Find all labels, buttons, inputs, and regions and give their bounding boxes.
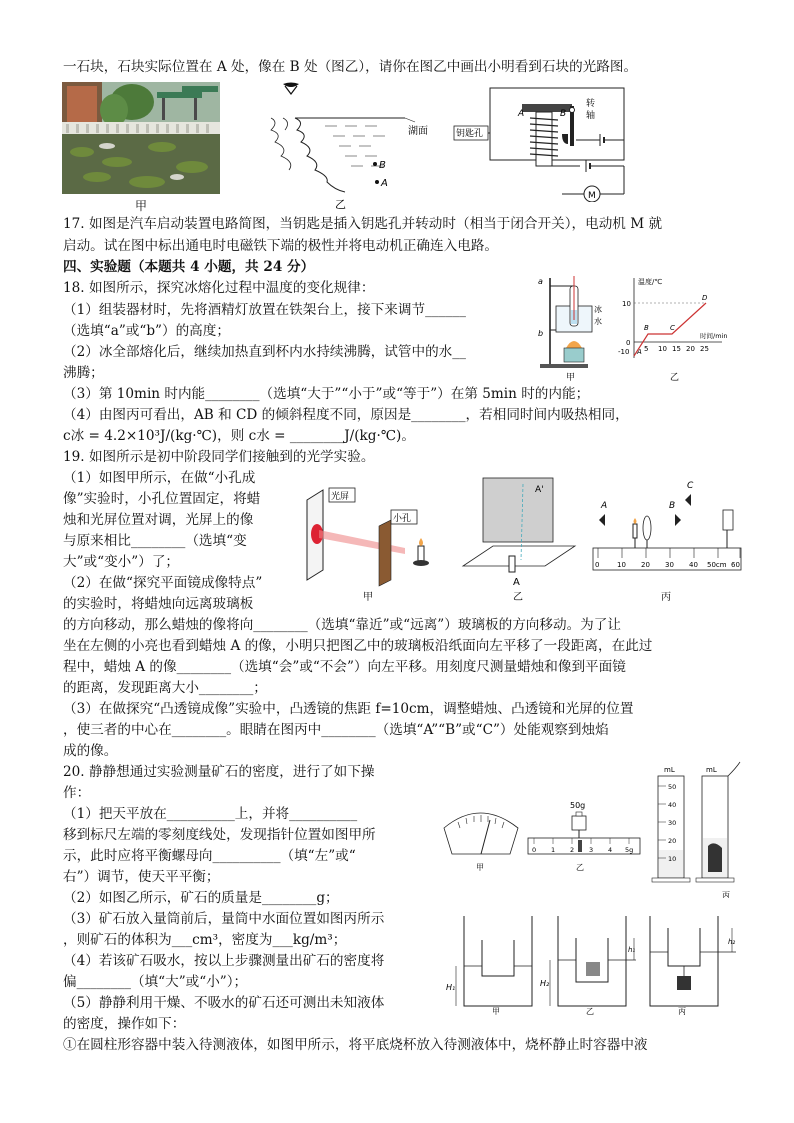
cylinder-tick-20: 20	[668, 837, 677, 845]
text-line-19: （2）在做“探究平面镜成像特点”	[63, 575, 263, 591]
ice-y-tick-neg10: -10	[618, 348, 630, 356]
optics-caption-1: 甲	[363, 592, 373, 603]
circuit-diagram	[450, 84, 650, 202]
text-line-9: 沸腾；	[63, 365, 104, 381]
cylinder-tick-50: 50	[668, 783, 677, 791]
pinhole-label: 小孔	[393, 514, 412, 524]
text-line-11: （4）由图丙可看出，AB 和 CD 的倾斜程度不同，原因是________，若相同时间内吸热相同，	[63, 407, 629, 423]
ice-point-c: C	[670, 324, 675, 332]
water-label: 水	[594, 317, 602, 326]
point-a-label: A	[381, 178, 388, 189]
ice-x-tick-20: 20	[686, 345, 695, 353]
text-line-22: 坐在左侧的小亮也看到蜡烛 A 的像，小明只把图乙中的玻璃板沿纸面向左平移了一段距离，在此过	[63, 638, 653, 654]
ice-y-tick-10: 10	[622, 300, 631, 308]
beakers-caption-2: 乙	[586, 1007, 594, 1016]
balance-figure	[436, 758, 742, 898]
rider-tick-3: 3	[589, 846, 594, 854]
weight-label: 50g	[570, 801, 586, 810]
text-line-41: ①在圆柱形容器中装入待测液体，如图甲所示，将平底烧杯放入待测液体中，烧杯静止时容器中液	[63, 1037, 648, 1053]
ice-caption-left: 甲	[566, 373, 576, 383]
text-line-13: 19. 如图所示是初中阶段同学们接触到的光学实验。	[63, 449, 375, 465]
rider-tick-5: 5g	[625, 846, 634, 854]
balance-caption-1: 甲	[476, 863, 484, 872]
screen-label: 光屏	[331, 492, 350, 502]
height-H1-label: H₁	[446, 983, 456, 992]
ice-y-axis-label: 温度/℃	[638, 278, 663, 286]
cylinder-tick-10: 10	[668, 855, 677, 863]
optics-figure	[295, 470, 745, 605]
keyhole-label: 钥匙孔	[456, 129, 484, 139]
ice-x-tick-10: 10	[658, 345, 667, 353]
text-line-8: （2）冰全部熔化后，继续加热直到杯内水持续沸腾，试管中的水__	[63, 344, 466, 360]
text-line-26: ，使三者的中心在________。眼睛在图丙中________（选填“A”“B”或“C”）处能观察到烛焰	[63, 722, 609, 738]
ruler-tick-10: 10	[617, 561, 626, 569]
text-line-35: （3）矿石放入量筒前后，量筒中水面位置如图丙所示	[63, 911, 385, 927]
circuit-point-a-label: A	[518, 109, 525, 119]
ruler-tick-0: 0	[595, 561, 600, 569]
motor-label: M	[588, 191, 596, 201]
ruler-tick-60: 60	[731, 561, 740, 569]
ice-x-tick-5: 5	[644, 345, 649, 353]
height-h2-label: h₂	[728, 938, 736, 946]
text-line-31: 移到标尺左端的零刻度线处，发现指针位置如图甲所	[63, 827, 376, 843]
text-line-18: 大”或“变小”）了；	[63, 554, 180, 570]
text-line-36: ，则矿石的体积为___cm³，密度为___kg/m³；	[63, 932, 347, 948]
ice-point-a: A	[637, 348, 642, 356]
text-line-40: 的密度，操作如下：	[63, 1016, 186, 1032]
text-line-1: 一石块，石块实际位置在 A 处，像在 B 处（图乙），请你在图乙中画出小明看到石块的光路图。	[63, 59, 638, 75]
balance-caption-2: 乙	[576, 863, 584, 872]
cylinder-tick-40: 40	[668, 801, 677, 809]
text-line-14: （1）如图甲所示，在做“小孔成	[63, 470, 256, 486]
text-line-34: （2）如图乙所示，矿石的质量是________g；	[63, 890, 339, 906]
ice-melting-figure	[530, 272, 740, 384]
position-a: A	[601, 501, 608, 511]
text-line-6: （1）组装器材时，先将酒精灯放置在铁架台上，接下来调节______	[63, 302, 466, 318]
cylinder-ml-1: mL	[664, 766, 675, 774]
ice-caption-right: 乙	[670, 373, 680, 383]
pond-caption: 甲	[135, 199, 148, 213]
position-b: B	[669, 501, 676, 511]
eye-icon	[283, 83, 299, 95]
rider-tick-0: 0	[532, 846, 537, 854]
text-line-21: 的方向移动，那么蜡烛的像将向________（选填“靠近”或“远离”）玻璃板的方向移动。为了让	[63, 617, 621, 633]
text-line-17: 与原来相比________（选填“变	[63, 533, 247, 549]
rider-tick-2: 2	[570, 846, 575, 854]
beakers-caption-3: 丙	[678, 1007, 686, 1016]
candle-a-label: A	[513, 577, 520, 588]
text-line-15: 像”实验时，小孔位置固定，将蜡	[63, 491, 261, 507]
ruler-tick-20: 20	[641, 561, 650, 569]
beakers-figure	[440, 906, 744, 1016]
height-h1-label: h₁	[628, 946, 636, 954]
ice-y-tick-0: 0	[626, 339, 631, 347]
text-line-12: c冰 = 4.2×10³J/(kg·℃)，则 c水 = ________J/(kg·℃)。	[63, 428, 415, 444]
pivot-label-1: 转	[586, 99, 596, 109]
point-b-label: B	[379, 160, 386, 171]
text-line-25: （3）在做探究“凸透镜成像”实验中，凸透镜的焦距 f=10cm，调整蜡烛、凸透镜和光屏的位置	[63, 701, 634, 717]
text-line-2: 17. 如图是汽车启动装置电路简图，当钥匙是插入钥匙孔并转动时（相当于闭合开关），电动机 M 就	[63, 216, 663, 232]
section-heading: 四、实验题（本题共 4 小题，共 24 分）	[63, 259, 315, 275]
text-line-32: 示，此时应将平衡螺母向__________（填“左”或“	[63, 848, 356, 864]
ice-x-tick-25: 25	[700, 345, 709, 353]
optics-caption-3: 丙	[661, 592, 671, 603]
ice-x-tick-15: 15	[672, 345, 681, 353]
height-H2-label: H₂	[540, 979, 550, 988]
ice-point-b: B	[644, 324, 649, 332]
pivot-label-2: 轴	[586, 111, 596, 121]
text-line-3: 启动。试在图中标出通电时电磁铁下端的极性并将电动机正确连入电路。	[63, 238, 498, 254]
clamp-b-label: b	[538, 329, 544, 338]
text-line-23: 程中，蜡烛 A 的像________（选填“会”或“不会”）向左平移。用刻度尺测量蜡烛和像到平面镜	[63, 659, 626, 675]
text-line-29: 作：	[63, 785, 91, 801]
lake-diagram	[265, 82, 465, 212]
cylinder-tick-30: 30	[668, 819, 677, 827]
text-line-10: （3）第 10min 时内能________（选填“大于”“小于”或“等于”）在第 5min 时的内能；	[63, 386, 590, 402]
text-line-7: （选填“a”或“b”）的高度；	[63, 323, 230, 339]
ice-label: 冰	[594, 305, 602, 314]
ruler-tick-50: 50cm	[707, 561, 727, 569]
text-line-27: 成的像。	[63, 743, 118, 759]
circuit-point-b-label: B	[560, 109, 567, 119]
lake-caption: 乙	[335, 198, 346, 211]
text-line-30: （1）把天平放在__________上，并将__________	[63, 806, 358, 822]
image-a-prime: A'	[535, 485, 544, 495]
optics-caption-2: 乙	[513, 592, 523, 603]
text-line-5: 18. 如图所示，探究冰熔化过程中温度的变化规律：	[63, 280, 375, 296]
text-line-37: （4）若该矿石吸水，按以上步骤测量出矿石的密度将	[63, 953, 385, 969]
text-line-20: 的实验时，将蜡烛向远离玻璃板	[63, 596, 254, 612]
text-line-28: 20. 静静想通过实验测量矿石的密度，进行了如下操	[63, 764, 375, 780]
ice-point-d: D	[702, 294, 708, 302]
text-line-33: 右”）调节，使天平平衡；	[63, 869, 220, 885]
ruler-tick-30: 30	[665, 561, 674, 569]
rider-tick-1: 1	[551, 846, 556, 854]
ruler-tick-40: 40	[689, 561, 698, 569]
text-line-24: 的距离，发现距离大小________；	[63, 680, 267, 696]
text-line-39: （5）静静利用干燥、不吸水的矿石还可测出未知液体	[63, 995, 385, 1011]
cylinder-ml-2: mL	[706, 766, 717, 774]
balance-caption-3: 丙	[722, 891, 730, 898]
rider-tick-4: 4	[608, 846, 613, 854]
beakers-caption-1: 甲	[492, 1007, 500, 1016]
ice-x-axis-label: 时间/min	[700, 332, 728, 340]
pond-photo	[62, 82, 220, 194]
text-line-16: 烛和光屏位置对调，光屏上的像	[63, 512, 254, 528]
position-c: C	[687, 481, 694, 491]
lake-surface-label: 湖面	[408, 126, 428, 137]
text-line-38: 偏________（填“大”或“小”）；	[63, 974, 248, 990]
clamp-a-label: a	[538, 277, 543, 286]
